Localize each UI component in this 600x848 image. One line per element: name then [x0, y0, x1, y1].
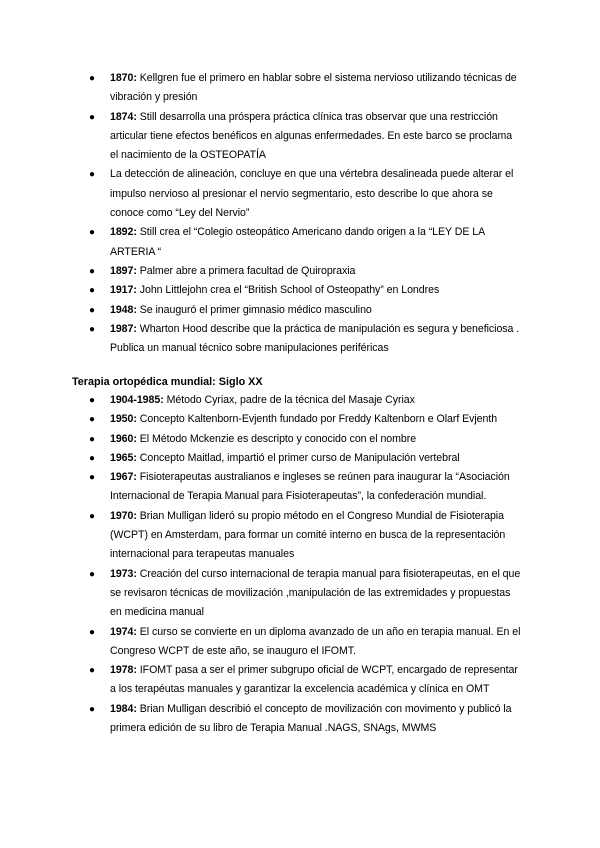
item-year: 1978:	[110, 664, 137, 677]
item-year: 1970:	[110, 509, 137, 522]
item-text: Kellgren fue el primero en hablar sobre el sistema nervioso utilizando técnicas de vibración y presión	[110, 72, 517, 104]
list-item	[0, 565, 600, 623]
item-text: El Método Mckenzie es descripto y conocido con el nombre	[136, 432, 417, 445]
bullet-icon: ●	[89, 73, 95, 84]
item-year: 1974:	[110, 625, 137, 638]
item-year: 1870:	[110, 72, 137, 84]
bullet-icon: ●	[89, 227, 95, 239]
bullet-icon: ●	[89, 323, 95, 335]
list-item	[0, 165, 600, 223]
item-text: La detección de alineación, concluye en que una vértebra desalineada puede alterar el impulso nervioso al presionar el nervio segmentario, esto describe lo que ahora se conoce como “Ley del Nervio”	[110, 168, 514, 220]
bullet-icon: ●	[89, 169, 95, 181]
item-text: Wharton Hood describe que la práctica de manipulación es segura y beneficiosa . Publica un manual técnico sobre manipulaciones periféricas	[110, 322, 520, 355]
list-item	[0, 320, 600, 359]
list-item	[0, 108, 600, 166]
item-year: 1874:	[110, 110, 137, 123]
item-year: 1973:	[110, 567, 137, 580]
bullet-icon: ●	[89, 626, 95, 638]
list-item	[0, 623, 600, 662]
bullet-icon: ●	[89, 395, 95, 406]
item-text: Concepto Maitlad, impartió el primer curso de Manipulación vertebral	[136, 451, 460, 464]
item-year: 1987:	[110, 322, 137, 335]
item-text: Brian Mulligan lideró su propio método en el Congreso Mundial de Fisioterapia (WCPT) en Amsterdam, para formar un comité interno en busca de la representación internacional para terapeutas manuales	[110, 509, 506, 561]
bullet-icon: ●	[89, 568, 95, 580]
item-text: Método Cyriax, padre de la técnica del Masaje Cyriax	[163, 394, 415, 406]
item-year: 1917:	[110, 284, 137, 297]
list-item	[0, 507, 600, 565]
item-year: 1897:	[110, 264, 137, 277]
bullet-icon: ●	[89, 703, 95, 715]
bullet-icon: ●	[89, 665, 95, 677]
item-text: Concepto Kaltenborn-Evjenth fundado por Freddy Kaltenborn e Olarf Evjenth	[136, 413, 498, 426]
item-text: Se inauguró el primer gimnasio médico masculino	[136, 303, 372, 316]
item-text: Palmer abre a primera facultad de Quiropraxia	[136, 264, 356, 277]
item-year: 1967:	[110, 471, 137, 484]
item-year: 1948:	[110, 303, 137, 316]
history-list-20th-century	[0, 391, 600, 738]
list-item	[0, 449, 600, 468]
item-text: Still crea el “Colegio osteopático Americano dando origen a la “LEY DE LA ARTERIA “	[110, 226, 485, 258]
item-year: 1950:	[110, 413, 137, 426]
section-title: Terapia ortopédica mundial: Siglo XX	[72, 376, 263, 388]
list-item	[0, 281, 600, 300]
bullet-icon: ●	[89, 433, 95, 445]
bullet-icon: ●	[89, 510, 95, 522]
item-text: El curso se convierte en un diploma avanzado de un año en terapia manual. En el Congreso WCPT de este año, se inauguro el IFOMT.	[110, 625, 521, 657]
item-text: Still desarrolla una próspera práctica clínica tras observar que una restricción articular tiene efectos benéficos en algunas enfermedades. En este barco se proclama el nacimiento de la OSTEOPATÍA	[110, 110, 513, 162]
list-item	[0, 262, 600, 281]
history-list-early	[0, 69, 600, 358]
bullet-icon: ●	[89, 111, 95, 123]
list-item	[0, 410, 600, 429]
item-text: John Littlejohn crea el “British School of Osteopathy” en Londres	[136, 284, 440, 297]
item-text: Brian Mulligan describió el concepto de movilización con movimento y publicó la primera edición de su libro de Terapia Manual .NAGS, SNAgs, MWMS	[110, 702, 512, 735]
list-item	[0, 391, 600, 410]
list-item	[0, 430, 600, 449]
bullet-icon: ●	[89, 452, 95, 464]
list-item	[0, 661, 600, 700]
bullet-icon: ●	[89, 265, 95, 277]
item-year: 1904-1985:	[110, 394, 164, 406]
list-item	[0, 69, 600, 108]
list-item	[0, 468, 600, 507]
item-year: 1984:	[110, 702, 137, 715]
bullet-icon: ●	[89, 414, 95, 426]
item-text: IFOMT pasa a ser el primer subgrupo oficial de WCPT, encargado de representar a los terapéutas manuales y garantizar la excelencia académica y clínica en OMT	[110, 664, 518, 696]
bullet-icon: ●	[89, 304, 95, 316]
bullet-icon: ●	[89, 285, 95, 297]
bullet-icon: ●	[89, 472, 95, 484]
item-text: Fisioterapeutas australianos e ingleses se reúnen para inaugurar la “Asociación Internacional de Terapia Manual para Fisioterapeutas”, la confederación mundial.	[110, 471, 510, 503]
item-year: 1965:	[110, 451, 137, 464]
item-year: 1960:	[110, 432, 137, 445]
list-item	[0, 223, 600, 262]
list-item	[0, 700, 600, 739]
item-text: Creación del curso internacional de terapia manual para fisioterapeutas, en el que se revisaron técnicas de movilización ,manipulación de las extremidades y propuestas en medicina manual	[110, 567, 521, 619]
list-item	[0, 301, 600, 320]
item-year: 1892:	[110, 226, 137, 239]
